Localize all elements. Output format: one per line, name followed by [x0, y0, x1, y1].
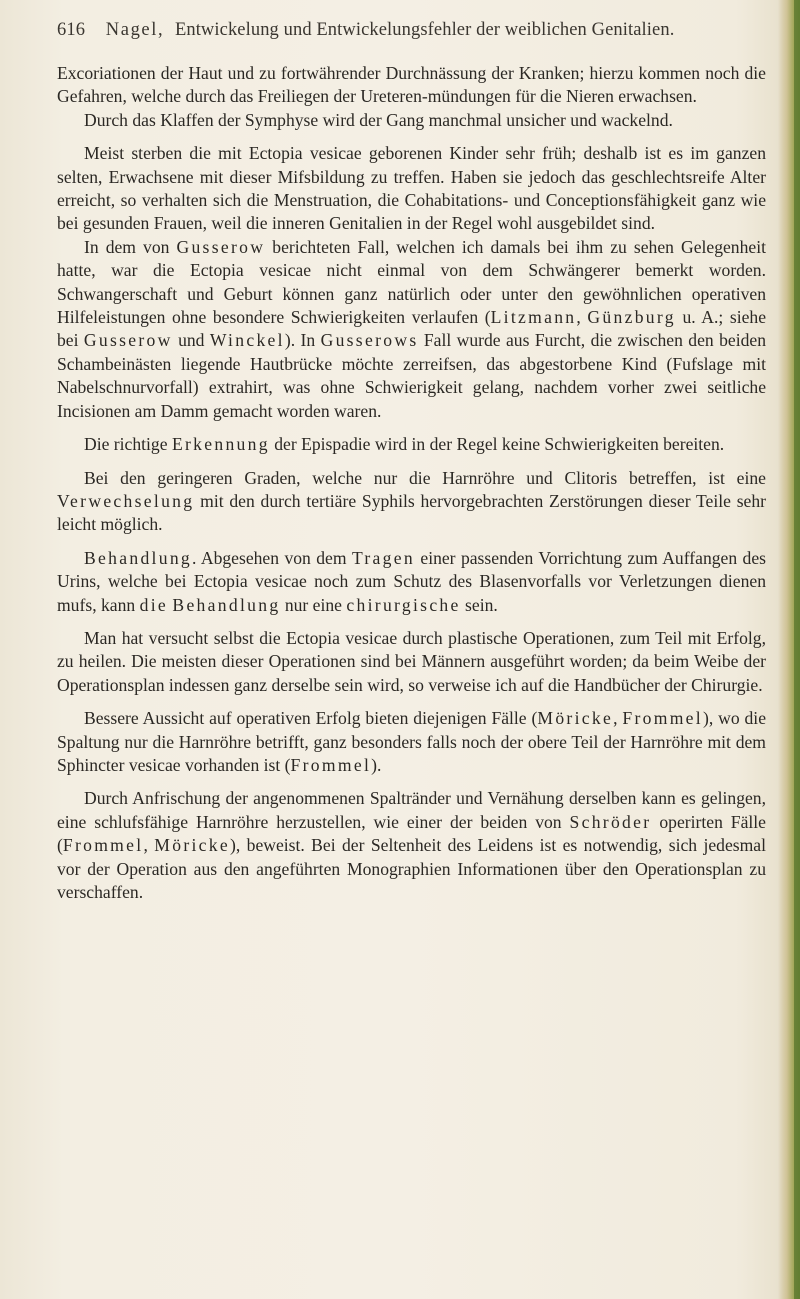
paragraph: Man hat versucht selbst die Ectopia vesicae durch plastische Operationen, zum Teil mit Erfolg, zu heilen. Die meisten dieser Operationen sind bei Männern ausgeführt worden; da beim Weibe der Operationsplan indessen ganz derselbe sein wird, so verweise ich auf die Handbücher der Chirurgie. — [57, 627, 766, 695]
spaced-term: Gusserow — [176, 236, 266, 257]
spaced-term: Erkennung — [171, 434, 270, 455]
spaced-term: Behandlung — [172, 594, 281, 615]
paragraph: Meist sterben die mit Ectopia vesicae geborenen Kinder sehr früh; deshalb ist es im ganzen selten, Erwachsene mit dieser Mifsbildung zu treffen. Haben sie jedoch das geschlechtsreife Alter erreicht, so verhalten sich die Menstruation, die Cohabitations- und Conceptionsfähigkeit ganz wie bei gesunden Frauen, weil die inneren Genitalien in der Regel wohl ausgebildet sind. — [57, 143, 766, 234]
paragraph: Durch Anfrischung der angenommenen Spaltränder und Vernähung derselben kann es gelingen, eine schlufsfähige Harnröhre herzustellen, wie einer der beiden von Schröder operirten Fälle (Frommel, Möricke), beweist. Bei der Seltenheit des Leidens ist es notwendig, sich jedesmal vor der Operation aus den angeführten Monographien Informationen über den Operationsplan zu verschaffen. — [57, 788, 767, 902]
paragraph: Die richtige Erkennung der Epispadie wird in der Regel keine Schwierigkeiten bereiten. — [84, 434, 725, 455]
spaced-term: Gusserows — [320, 330, 419, 351]
paragraph: Bessere Aussicht auf operativen Erfolg bieten diejenigen Fälle (Möricke, Frommel), wo die Spaltung nur die Harnröhre betrifft, ganz besonders falls noch der obere Teil der Harnröhre mit dem Sphincter vesicae vorhanden ist (Frommel). — [57, 708, 767, 775]
page-number: 616 — [57, 20, 86, 40]
spaced-term: chirurgische — [346, 594, 461, 615]
spaced-term: Litzmann — [490, 307, 577, 328]
spaced-term: Gusserow — [83, 330, 173, 351]
spaced-term: Frommel — [290, 754, 372, 775]
spaced-term: Günzburg — [587, 307, 676, 328]
spaced-term: Frommel — [62, 835, 144, 856]
paragraph: In dem von Gusserow berichteten Fall, welchen ich damals bei ihm zu sehen Gelegenheit hatte, war die Ectopia vesicae nicht einmal von dem Schwängerer bemerkt worden. Schwangerschaft und Geburt können ganz natürlich oder unter den gewöhnlichen operativen Hilfeleistungen ohne besondere Schwierigkeiten verlaufen (Litzmann, Günzburg u. A.; siehe bei Gusserow und Winckel). In Gusserows Fall wurde aus Furcht, die zwischen den beiden Schambeinästen liegende Hautbrücke möchte zerreifsen, das abgestorbene Kind (Fufslage mit Nabelschnurvorfall) extrahirt, was ohne Schwierigkeit gelang, nachdem vorher zwei seitliche Incisionen am Damm gemacht worden waren. — [57, 236, 767, 421]
spaced-term: die — [139, 594, 168, 615]
spaced-term: Verwechselung — [57, 490, 195, 511]
spaced-term: Behandlung — [84, 547, 193, 568]
running-head — [57, 20, 769, 41]
paragraph: Behandlung. Abgesehen von dem Tragen einer passenden Vorrichtung zum Auffangen des Urins, welche bei Ectopia vesicae noch zum Schutz des Blasenvorfalls vor Verletzungen dienen mufs, kann die Behandlung nur eine chirurgische sein. — [57, 547, 767, 615]
running-head-title: Entwickelung und Entwickelungsfehler der weiblichen Genitalien. — [174, 20, 675, 40]
book-spine-shadow — [794, 0, 800, 1299]
spaced-term: Schröder — [569, 811, 652, 832]
running-head-author: Nagel, — [105, 20, 165, 40]
paragraph: Bei den geringeren Graden, welche nur die Harnröhre und Clitoris betreffen, ist eine Verwechselung mit den durch tertiäre Syphils hervorgebrachten Zerstörungen dieser Teile sehr leicht möglich. — [57, 467, 766, 535]
paragraph: Durch das Klaffen der Symphyse wird der Gang manchmal unsicher und wackelnd. — [84, 109, 673, 130]
spaced-term: Möricke — [154, 835, 230, 856]
spaced-term: Winckel — [209, 330, 285, 351]
spaced-term: Möricke — [537, 708, 614, 729]
spaced-term: Tragen — [351, 547, 415, 568]
body-text — [57, 62, 766, 904]
spaced-term: Frommel — [622, 708, 703, 729]
paragraph: Excoriationen der Haut und zu fortwährender Durchnässung der Kranken; hierzu kommen noch die Gefahren, welche durch das Freiliegen der Ureteren-mündungen für die Nieren erwachsen. — [57, 63, 766, 107]
